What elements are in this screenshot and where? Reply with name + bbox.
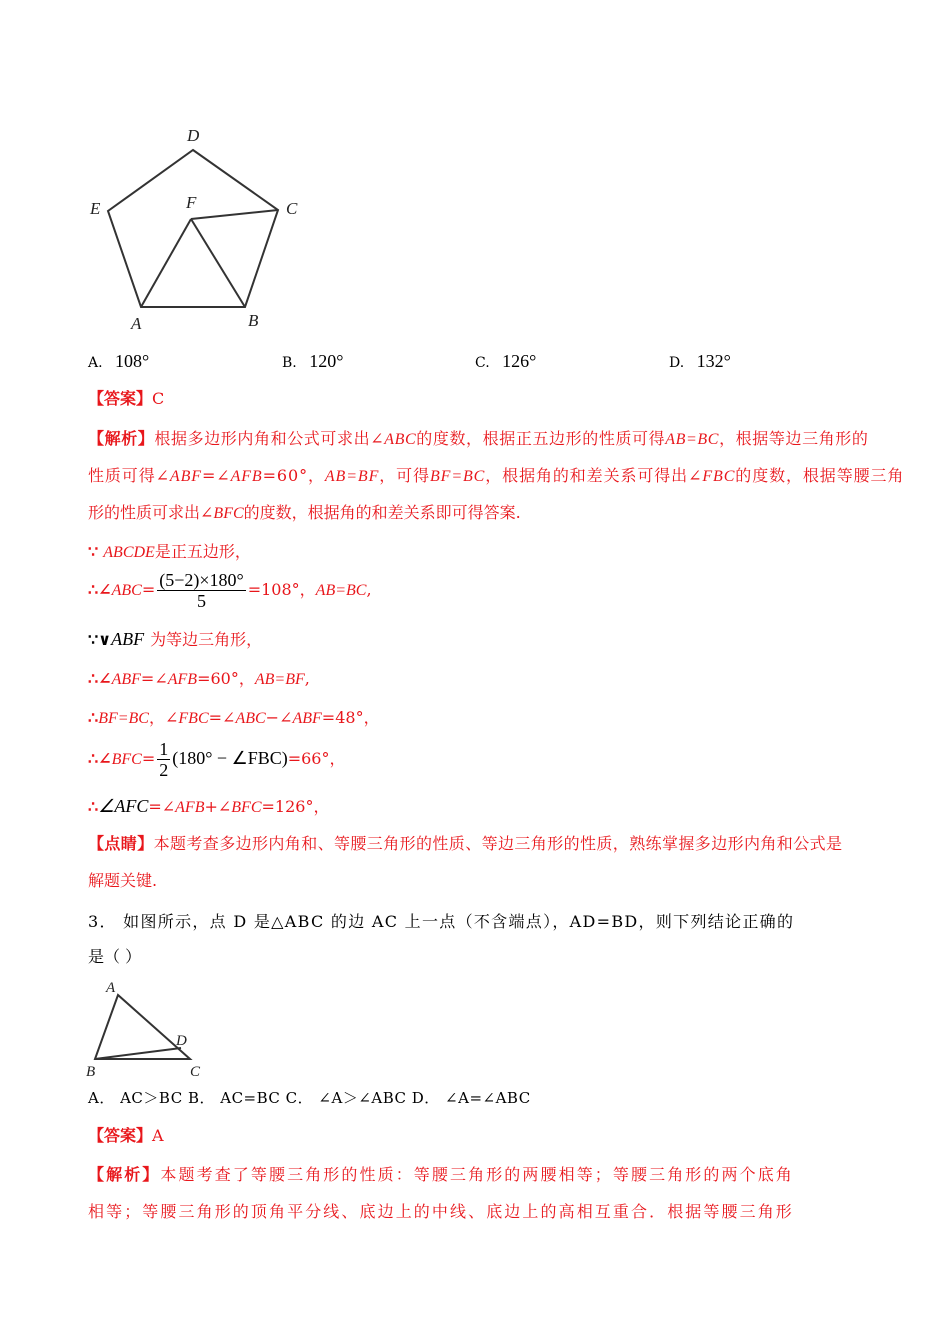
analysis-text: 本题考查了等腰三角形的性质：等腰三角形的两腰相等；等腰三角形的两个底角 — [160, 1165, 794, 1184]
option-c-letter: C. — [475, 355, 490, 371]
because-symbol: ∵∨ — [88, 630, 112, 649]
option-d — [669, 351, 731, 372]
q3-options-text: A． AC＞BC B． AC=BC C． ∠A＞∠ABC D． ∠A=∠ABC — [88, 1089, 531, 1107]
analysis-text: ，根据角的和差关系可得出∠ — [485, 466, 703, 485]
therefore-symbol: ∴ — [88, 708, 99, 727]
option-d-letter: D. — [669, 355, 685, 371]
label-d: D — [176, 1033, 187, 1049]
step-var: AFB — [167, 671, 198, 688]
step-var: ABC — [111, 582, 142, 599]
step-text: −∠ — [265, 708, 293, 727]
therefore-symbol: ∴∠ — [88, 669, 112, 688]
q3-answer — [88, 1125, 164, 1147]
step-var: ABF — [111, 629, 145, 649]
step-text: ，∠ — [148, 708, 179, 727]
solution-step-4 — [88, 668, 310, 691]
option-c — [475, 351, 536, 372]
option-b — [282, 351, 343, 372]
step-text: , — [366, 580, 372, 599]
option-b-value: 120° — [309, 351, 344, 371]
option-a-letter: A. — [88, 355, 103, 371]
answer-tag: 【答案】 — [88, 389, 153, 408]
label-d: D — [187, 126, 200, 145]
analysis-tag: 【解析】 — [88, 429, 155, 448]
analysis-text: ，可得 — [379, 466, 430, 485]
step-text: 为等边三角形， — [150, 630, 263, 649]
comment-tag: 【点睛】 — [88, 834, 154, 853]
step-text: =∠ — [140, 669, 168, 688]
step-var: FBC — [178, 710, 209, 727]
therefore-symbol: ∴∠ — [88, 580, 112, 599]
solution-step-2 — [88, 568, 372, 613]
step-text: =126°， — [261, 797, 330, 816]
step-text: = — [141, 749, 156, 768]
step-text: , — [304, 669, 310, 688]
step-text: =48°， — [321, 708, 380, 727]
analysis-var: AFB — [230, 468, 263, 485]
step-var: ABCDE — [103, 544, 155, 561]
comment-text: 本题考查多边形内角和、等腰三角形的性质、等边三角形的性质，熟练掌握多边形内角和公式是 — [153, 834, 843, 853]
analysis-text: ，根据等边三角形的 — [719, 429, 869, 448]
step-var: AB=BF — [254, 671, 305, 688]
q2-comment-line1 — [88, 833, 842, 855]
step-var: ABF — [111, 671, 141, 688]
option-c-value: 126° — [502, 351, 537, 371]
fraction-numerator: (5−2)×180° — [159, 570, 244, 590]
step-text: 是正五边形， — [154, 542, 251, 561]
answer-tag: 【答案】 — [88, 1126, 153, 1145]
option-a-value: 108° — [115, 351, 150, 371]
analysis-var: ABC — [384, 431, 417, 448]
analysis-text: =60°， — [262, 466, 325, 485]
analysis-var: ABF — [169, 468, 202, 485]
answer-value: A — [152, 1126, 164, 1145]
fraction — [157, 739, 170, 780]
step-var: BFC — [231, 799, 262, 816]
q3-stem-line1 — [88, 911, 794, 933]
segment-bd — [95, 1048, 181, 1059]
q3-stem-text: 3． 如图所示，点 D 是△ABC 的边 AC 上一点（不含端点），AD=BD，则下列结论正确的 — [88, 912, 795, 931]
q3-options — [88, 1087, 531, 1109]
solution-step-1 — [88, 541, 251, 564]
segment-fb — [191, 219, 245, 307]
analysis-text: 的度数，根据等腰三角 — [735, 466, 905, 485]
label-a: A — [131, 314, 142, 333]
fraction — [157, 570, 246, 611]
step-text: +∠ — [204, 797, 232, 816]
q2-answer — [88, 388, 164, 410]
step-var: ∠AFC — [98, 796, 149, 816]
analysis-var: BF=BC — [429, 468, 486, 485]
analysis-text: 的度数，根据正五边形的性质可得 — [416, 429, 666, 448]
label-b: B — [86, 1064, 96, 1080]
analysis-text: 根据多边形内角和公式可求出∠ — [154, 429, 385, 448]
label-e: E — [90, 199, 101, 218]
therefore-symbol: ∴ — [88, 797, 99, 816]
label-a: A — [106, 980, 116, 996]
label-c: C — [190, 1064, 201, 1080]
step-var: AB=BC — [315, 582, 367, 599]
analysis-text: 形的性质可求出∠ — [88, 503, 214, 522]
analysis-var: AB=BF — [324, 468, 380, 485]
step-text: =∠ — [148, 797, 176, 816]
step-text: =108°， — [247, 580, 316, 599]
label-c: C — [286, 199, 298, 218]
analysis-text: 的度数，根据角的和差关系即可得答案. — [243, 503, 521, 522]
segment-af — [141, 219, 191, 307]
analysis-var: BFC — [213, 505, 244, 522]
fraction-numerator: 1 — [159, 739, 169, 759]
step-var: AFB — [175, 799, 205, 816]
q3-analysis-line2 — [88, 1201, 794, 1223]
step-text: = — [141, 580, 156, 599]
analysis-text: 相等；等腰三角形的顶角平分线、底边上的中线、底边上的高相互重合．根据等腰三角形 — [88, 1202, 794, 1221]
step-expression: (180° − ∠FBC) — [172, 748, 288, 768]
pentagon-figure — [80, 120, 320, 335]
step-var: BF=BC — [98, 710, 149, 727]
analysis-var: FBC — [702, 468, 736, 485]
triangle-figure — [80, 975, 220, 1080]
step-var: BFC — [111, 751, 142, 768]
option-d-value: 132° — [696, 351, 731, 371]
q3-stem-text: 是（ ） — [88, 947, 142, 966]
analysis-tag: 【解析】 — [88, 1165, 161, 1184]
analysis-text: 性质可得∠ — [88, 466, 170, 485]
because-symbol: ∵ — [88, 542, 99, 561]
comment-text: 解题关键. — [88, 871, 158, 890]
solution-step-5 — [88, 707, 380, 730]
q2-comment-line2 — [88, 870, 157, 892]
pentagon-outline — [108, 150, 278, 307]
therefore-symbol: ∴∠ — [88, 749, 112, 768]
q3-analysis-line1 — [88, 1164, 794, 1186]
fraction-denominator: 2 — [159, 760, 169, 780]
step-var: ABF — [292, 710, 322, 727]
q2-analysis-line3 — [88, 502, 521, 525]
segment-fc — [191, 210, 278, 219]
label-f: F — [186, 193, 197, 212]
step-text: =∠ — [208, 708, 236, 727]
option-b-letter: B. — [282, 355, 297, 371]
step-text: =60°， — [197, 669, 255, 688]
q3-stem-line2 — [88, 946, 141, 968]
q2-analysis-line2 — [88, 465, 904, 488]
step-text: =66°， — [287, 749, 346, 768]
solution-step-3 — [88, 628, 262, 651]
fraction-denominator: 5 — [196, 591, 206, 611]
analysis-var: AB=BC — [665, 431, 720, 448]
solution-step-6 — [88, 736, 346, 782]
answer-value: C — [152, 389, 165, 408]
analysis-text: =∠ — [201, 466, 231, 485]
label-b: B — [248, 311, 259, 330]
q2-analysis-line1 — [88, 428, 868, 451]
step-var: ABC — [235, 710, 266, 727]
solution-step-7 — [88, 795, 329, 819]
option-a — [88, 351, 149, 372]
